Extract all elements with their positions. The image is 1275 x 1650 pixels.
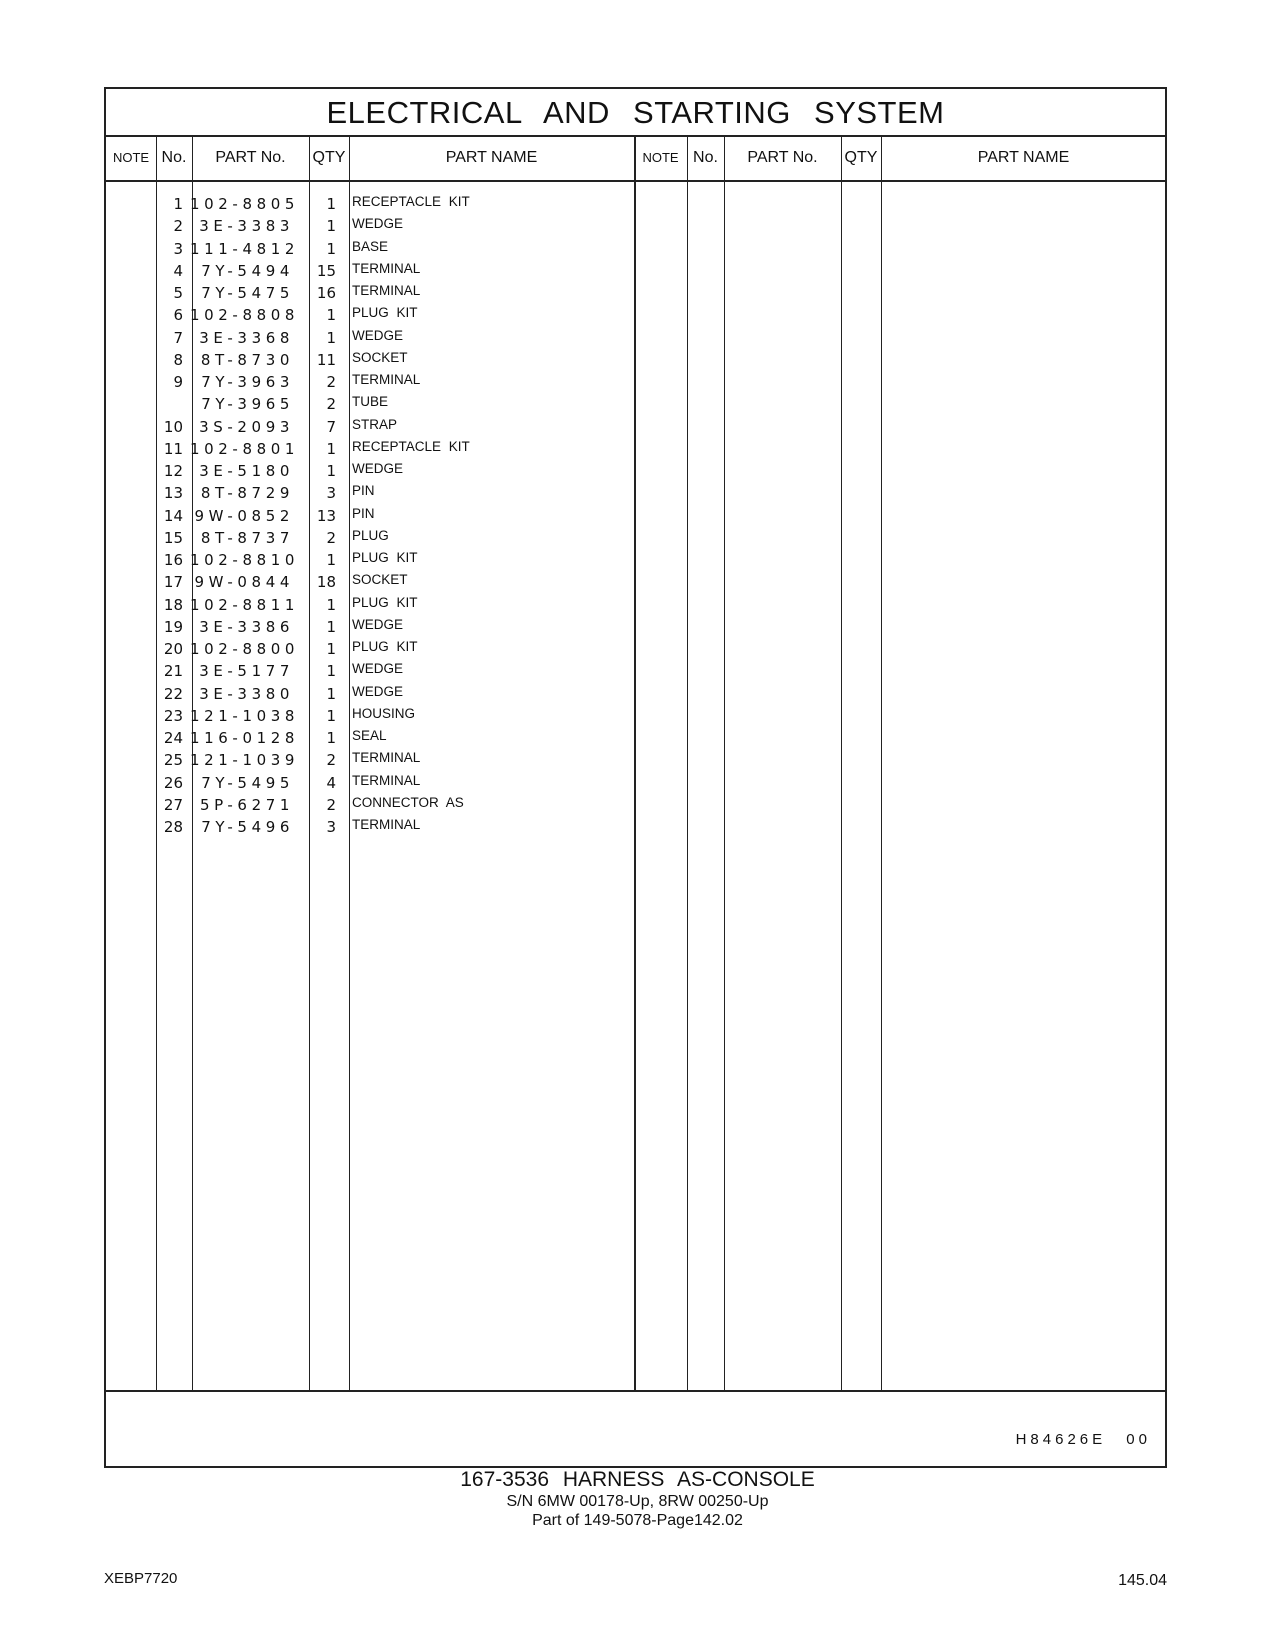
quantity: 1 (326, 684, 336, 703)
table-row (106, 371, 646, 393)
quantity: 3 (326, 818, 336, 836)
quantity: 4 (326, 773, 336, 792)
part-name: WEDGE (352, 327, 404, 343)
part-number: 7Y-5475 (201, 284, 294, 302)
table-row (106, 816, 646, 838)
quantity: 18 (316, 573, 336, 592)
item-number: 10 (163, 417, 183, 436)
part-number: 3E-3380 (199, 684, 294, 703)
part-name: RECEPTACLE KIT (352, 438, 470, 454)
part-number: 102-8800 (190, 640, 300, 658)
item-number: 5 (173, 284, 183, 302)
part-name: STRAP (352, 416, 398, 432)
part-number: 3E-5177 (199, 662, 294, 681)
table-row (106, 393, 646, 415)
part-number: 8T-8737 (200, 528, 294, 547)
part-number: 5P-6271 (199, 795, 294, 814)
table-row (106, 772, 646, 794)
part-name: BASE (352, 238, 389, 254)
table-row (106, 238, 646, 260)
serial-number-range: S/N 6MW 00178-Up, 8RW 00250-Up (506, 1493, 769, 1510)
part-name: WEDGE (352, 616, 404, 632)
quantity: 2 (326, 528, 336, 547)
part-name: TERMINAL (352, 817, 421, 832)
table-row (106, 705, 646, 727)
header-no-left: No. (161, 149, 187, 166)
assembly-title: 167-3536 HARNESS AS-CONSOLE (460, 1468, 815, 1491)
parts-rows (106, 193, 646, 838)
part-number: 3E-3368 (199, 328, 294, 347)
quantity: 1 (326, 462, 336, 480)
quantity: 16 (316, 284, 336, 302)
item-number: 2 (173, 217, 183, 236)
part-number: 9W-0844 (194, 573, 294, 592)
table-row (106, 505, 646, 527)
quantity: 1 (326, 328, 336, 347)
item-number: 28 (163, 818, 183, 836)
item-number: 9 (173, 373, 183, 391)
quantity: 1 (326, 195, 336, 213)
item-number: 18 (163, 595, 183, 614)
quantity: 3 (326, 484, 336, 503)
header-part-name-left: PART NAME (445, 149, 538, 166)
item-number: 6 (173, 306, 183, 325)
item-number: 1 (173, 195, 183, 213)
table-row (106, 460, 646, 482)
quantity: 1 (326, 439, 336, 458)
quantity: 1 (326, 662, 336, 681)
table-title: ELECTRICAL AND STARTING SYSTEM (106, 89, 1165, 137)
part-name: WEDGE (352, 216, 404, 232)
item-number: 20 (163, 640, 183, 658)
item-number: 26 (163, 773, 183, 792)
table-row (106, 549, 646, 571)
quantity: 7 (326, 417, 336, 436)
part-number: 102-8808 (190, 306, 300, 325)
column-divider (687, 135, 688, 1392)
item-number: 13 (163, 484, 183, 503)
quantity: 13 (316, 506, 336, 525)
table-row (106, 438, 646, 460)
quantity: 1 (326, 706, 336, 725)
part-number: 102-8811 (190, 595, 300, 614)
quantity: 15 (316, 261, 336, 280)
table-row (106, 482, 646, 504)
part-name: PIN (352, 483, 375, 499)
part-name: PLUG KIT (352, 305, 418, 321)
part-number: 7Y-3965 (201, 395, 294, 414)
item-number: 19 (163, 617, 183, 636)
header-no-right: No. (693, 149, 718, 166)
item-number: 4 (173, 261, 183, 280)
item-number: 27 (163, 795, 183, 814)
part-name: WEDGE (352, 683, 404, 699)
quantity: 1 (326, 217, 336, 236)
table-row (106, 638, 646, 660)
quantity: 1 (326, 617, 336, 636)
table-row (106, 260, 646, 282)
table-row (106, 215, 646, 237)
item-number: 22 (163, 684, 183, 703)
quantity: 2 (326, 751, 336, 770)
header-note-left: NOTE (112, 150, 150, 165)
part-number: 102-8805 (190, 195, 300, 213)
table-row (106, 327, 646, 349)
part-number: 3E-5180 (199, 462, 294, 480)
part-number: 116-0128 (190, 729, 300, 747)
header-part-no-left: PART No. (215, 149, 286, 166)
quantity: 1 (326, 729, 336, 747)
part-name: SEAL (352, 728, 387, 743)
part-number: 121-1039 (190, 751, 300, 770)
part-name: TERMINAL (352, 260, 421, 276)
header-part-no-right: PART No. (747, 149, 818, 166)
part-number: 121-1038 (190, 706, 300, 725)
part-name: TERMINAL (352, 750, 421, 766)
quantity: 2 (326, 795, 336, 814)
part-number: 8T-8729 (200, 484, 294, 503)
illustration-reference-code: H84626E 00 (1015, 1431, 1151, 1448)
item-number: 14 (163, 506, 183, 525)
part-name: TUBE (352, 394, 389, 410)
part-name: WEDGE (352, 461, 404, 476)
column-divider (881, 135, 882, 1392)
quantity: 2 (326, 395, 336, 414)
quantity: 2 (326, 373, 336, 391)
item-number: 7 (173, 328, 183, 347)
part-name: PLUG KIT (352, 594, 418, 610)
quantity: 1 (326, 595, 336, 614)
part-name: RECEPTACLE KIT (352, 194, 470, 209)
part-number: 7Y-5495 (201, 773, 294, 792)
part-name: SOCKET (352, 349, 408, 365)
part-name: TERMINAL (352, 772, 421, 788)
parts-list-table (104, 87, 1167, 1468)
part-number: 9W-0852 (194, 506, 294, 525)
item-number: 21 (163, 662, 183, 681)
quantity: 1 (326, 306, 336, 325)
table-row (106, 282, 646, 304)
part-number: 111-4812 (190, 239, 300, 258)
part-number: 3S-2093 (199, 417, 294, 436)
column-divider (841, 135, 842, 1392)
item-number: 12 (163, 462, 183, 480)
part-number: 102-8810 (190, 551, 300, 569)
table-row (106, 616, 646, 638)
item-number: 3 (173, 239, 183, 258)
part-number: 7Y-3963 (201, 373, 294, 391)
part-name: PLUG KIT (352, 639, 418, 654)
part-name: TERMINAL (352, 283, 421, 298)
part-name: CONNECTOR AS (352, 794, 464, 810)
part-number: 7Y-5496 (201, 818, 294, 836)
part-number: 3E-3383 (199, 217, 294, 236)
table-footer-divider (106, 1390, 1165, 1392)
item-number: 17 (163, 573, 183, 592)
part-name: WEDGE (352, 661, 404, 677)
quantity: 1 (326, 239, 336, 258)
table-row (106, 571, 646, 593)
table-row (106, 527, 646, 549)
table-row (106, 794, 646, 816)
part-name: PIN (352, 505, 375, 521)
part-name: HOUSING (352, 705, 416, 721)
parent-reference: Part of 149-5078-Page142.02 (532, 1512, 743, 1529)
header-note-right: NOTE (642, 150, 679, 165)
part-name: PLUG (352, 527, 389, 543)
part-name: TERMINAL (352, 372, 421, 387)
header-qty-right: QTY (844, 149, 878, 166)
part-number: 8T-8730 (200, 350, 294, 369)
part-number: 102-8801 (190, 439, 300, 458)
page-number: 145.04 (1118, 1572, 1167, 1589)
item-number: 11 (163, 439, 183, 458)
part-name: SOCKET (352, 572, 408, 588)
table-row (106, 304, 646, 326)
item-number: 24 (163, 729, 183, 747)
column-divider (724, 135, 725, 1392)
quantity: 1 (326, 640, 336, 658)
item-number: 23 (163, 706, 183, 725)
item-number: 15 (163, 528, 183, 547)
table-row (106, 416, 646, 438)
item-number: 8 (173, 350, 183, 369)
header-qty-left: QTY (312, 149, 346, 166)
table-row (106, 727, 646, 749)
part-number: 7Y-5494 (201, 261, 294, 280)
table-row (106, 193, 646, 215)
quantity: 1 (326, 551, 336, 569)
item-number: 25 (163, 751, 183, 770)
part-name: PLUG KIT (352, 550, 418, 565)
document-id: XEBP7720 (104, 1570, 178, 1587)
quantity: 11 (316, 350, 336, 369)
table-row (106, 349, 646, 371)
header-part-name-right: PART NAME (977, 149, 1070, 166)
table-row (106, 683, 646, 705)
item-number: 16 (163, 551, 183, 569)
table-row (106, 749, 646, 771)
table-row (106, 660, 646, 682)
table-row (106, 594, 646, 616)
part-number: 3E-3386 (199, 617, 294, 636)
